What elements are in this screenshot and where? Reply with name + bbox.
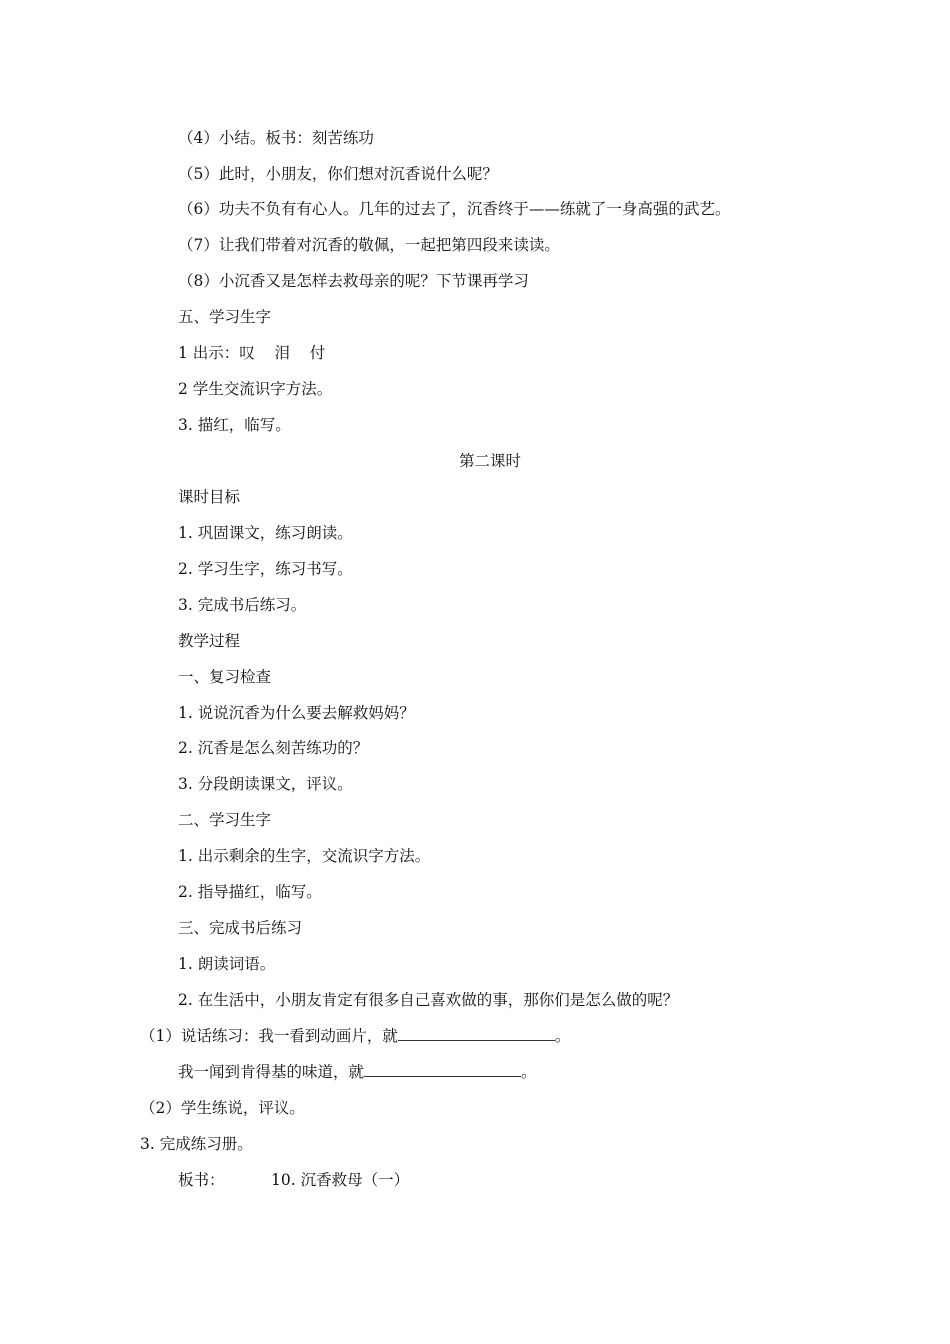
answer-blank [364,1062,521,1077]
text-line: 1 出示：叹 泪 付 [178,344,326,362]
board-title: 10. 沉香救母（一） [271,1171,410,1189]
section-heading: 二、学习生字 [178,811,272,829]
text-line: 3. 完成练习册。 [140,1135,253,1153]
text-line: 2. 指导描红，临写。 [178,883,322,901]
answer-blank [398,1026,555,1041]
text-line: 1. 朗读词语。 [178,955,276,973]
text-line: （5）此时，小朋友，你们想对沉香说什么呢？ [178,165,498,183]
text-line: 3. 分段朗读课文，评议。 [178,775,353,793]
fill-in-prefix: （1）说话练习：我一看到动画片，就 [140,1027,398,1045]
text-line: 1. 说说沉香为什么要去解救妈妈？ [178,704,415,722]
text-line: （8）小沉香又是怎样去救母亲的呢？下节课再学习 [178,272,529,290]
text-line: （2）学生练说，评议。 [140,1099,305,1117]
lesson-title: 第二课时 [458,452,521,470]
text-line: 2. 在生活中，小朋友肯定有很多自己喜欢做的事，那你们是怎么做的呢？ [178,991,679,1009]
text-line: 1. 出示剩余的生字，交流识字方法。 [178,847,431,865]
fill-in-line [178,1062,537,1082]
text-line: （6）功夫不负有有心人。几年的过去了，沉香终于——练就了一身高强的武艺。 [178,200,731,218]
section-heading: 五、学习生字 [178,308,272,326]
fill-in-prefix: 我一闻到肯得基的味道，就 [178,1063,365,1081]
section-heading: 三、完成书后练习 [178,919,303,937]
text-line: 2. 沉香是怎么刻苦练功的？ [178,739,369,757]
text-line: 1. 巩固课文，练习朗读。 [178,524,353,542]
section-heading: 一、复习检查 [178,668,272,686]
text-line: 2. 学习生字，练习书写。 [178,560,353,578]
text-line: 3. 描红，临写。 [178,416,291,434]
text-line: （4）小结。板书：刻苦练功 [178,129,374,147]
fill-in-suffix: 。 [521,1063,537,1081]
text-line: 3. 完成书后练习。 [178,596,307,614]
text-line: （7）让我们带着对沉香的敬佩，一起把第四段来读读。 [178,236,560,254]
section-heading: 教学过程 [178,632,241,650]
fill-in-suffix: 。 [554,1027,571,1045]
board-label: 板书： [178,1171,225,1189]
fill-in-line [140,1026,570,1046]
text-line: 2 学生交流识字方法。 [178,380,333,398]
section-heading: 课时目标 [178,488,241,506]
